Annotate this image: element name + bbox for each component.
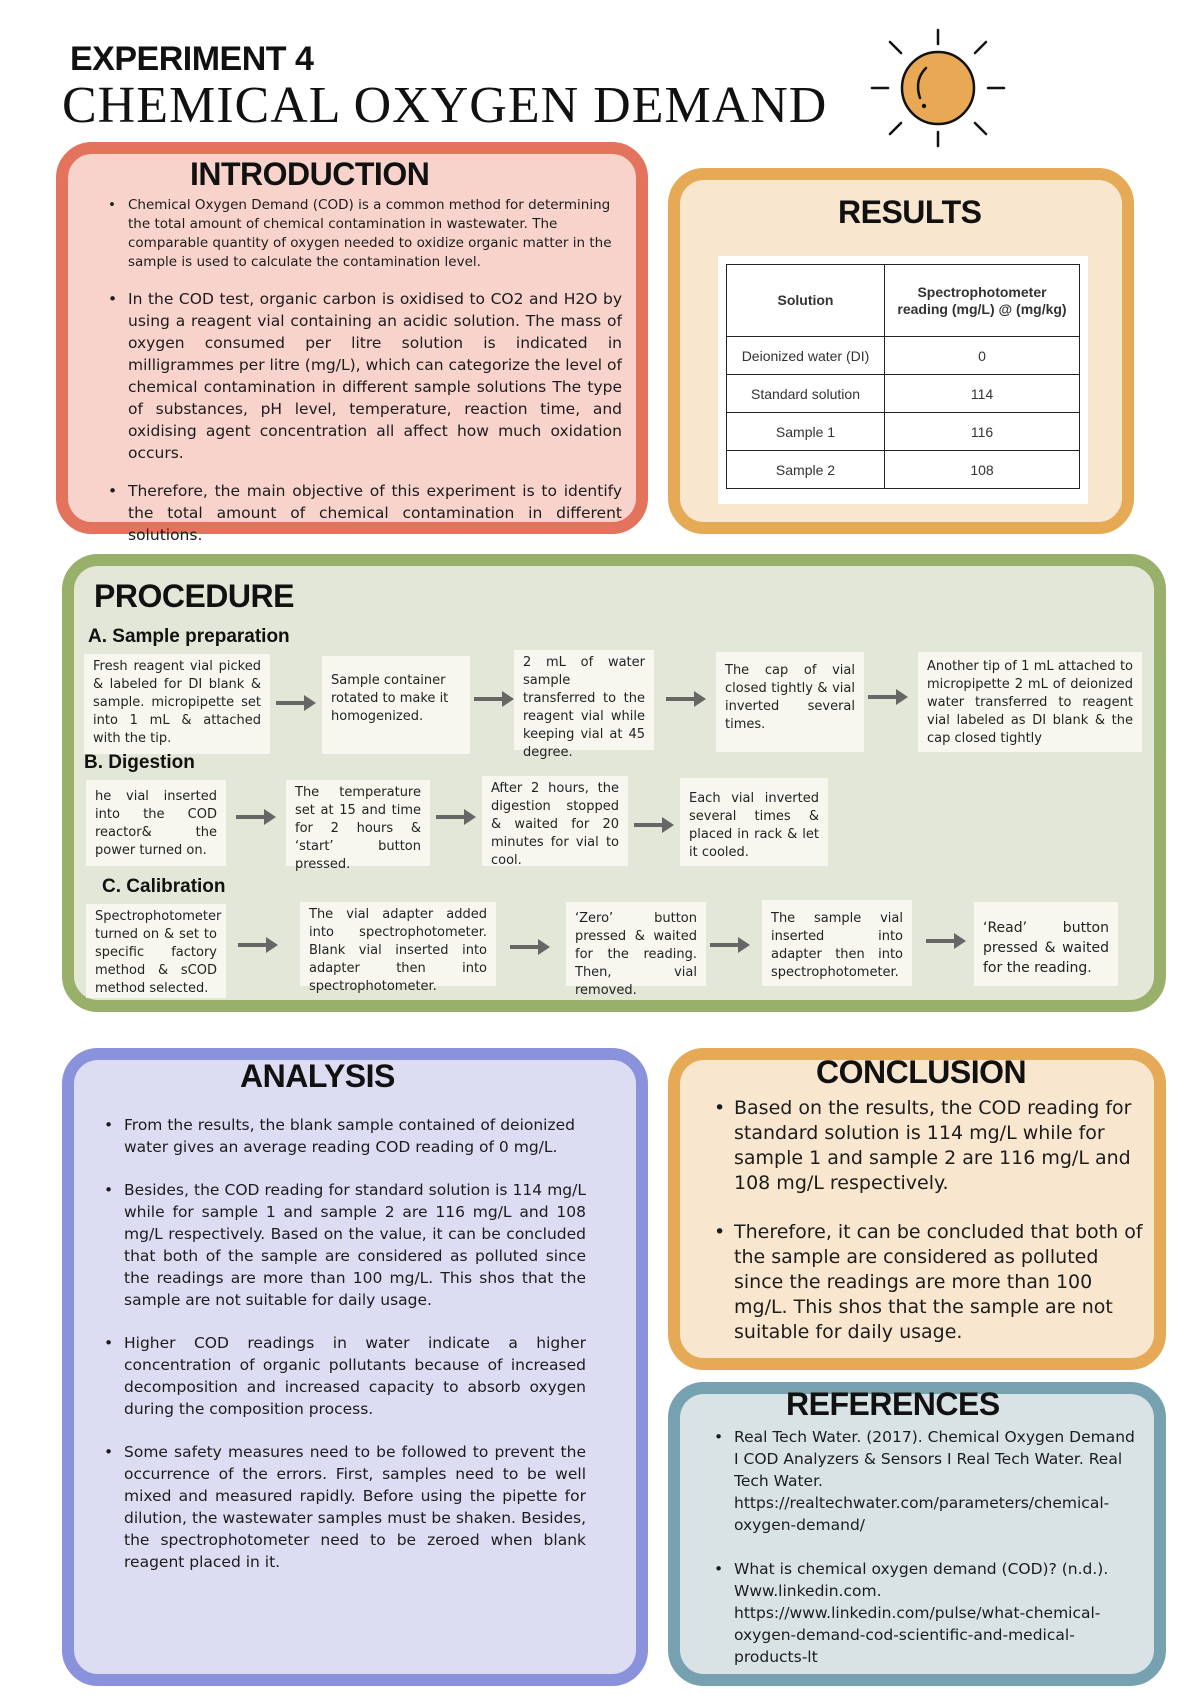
table-row <box>727 413 1080 451</box>
references-title: REFERENCES <box>786 1386 1000 1422</box>
procedure-step: Fresh reagent vial picked & labeled for DI blank & sample. micropipette set into 1 mL & attached with the tip. <box>84 654 270 754</box>
introduction-title: INTRODUCTION <box>190 156 430 192</box>
column-header-solution: Solution <box>727 265 885 337</box>
experiment-label: EXPERIMENT 4 <box>70 40 314 78</box>
procedure-step: ‘Read’ button pressed & waited for the reading. <box>974 902 1118 986</box>
analysis-list <box>104 1114 586 1573</box>
conclusion-bullet: • Therefore, it can be concluded that both of the sample are considered as polluted since the readings are more than 100 mg/L. This shos that the sample are not suitable for daily usage. <box>714 1220 1144 1345</box>
arrow-right-icon <box>234 806 278 828</box>
procedure-step: After 2 hours, the digestion stopped & waited for 20 minutes for vial to cool. <box>482 776 628 866</box>
arrow-right-icon <box>274 692 318 714</box>
column-header-reading: Spectrophotometer reading (mg/L) @ (mg/kg) <box>885 265 1080 337</box>
analysis-title: ANALYSIS <box>240 1058 395 1094</box>
arrow-right-icon <box>632 814 676 836</box>
arrow-right-icon <box>472 688 516 710</box>
procedure-step: Another tip of 1 mL attached to micropipette 2 mL of deionized water transferred to reagent vial labeled as DI blank & the cap closed tightly <box>918 652 1142 752</box>
references-list <box>714 1426 1140 1668</box>
table-cell: Sample 1 <box>727 413 885 451</box>
procedure-section-title: A. Sample preparation <box>88 626 290 647</box>
procedure-step: The sample vial inserted into adapter then into spectrophotometer. <box>762 900 912 986</box>
procedure-section-title: B. Digestion <box>84 752 195 773</box>
introduction-bullet: • Chemical Oxygen Demand (COD) is a common method for determining the total amount of chemical contamination in wastewater. The comparable quantity of oxygen needed to oxidize organic matter in the sample is used to calculate the contamination level. <box>108 196 622 272</box>
procedure-step: 2 mL of water sample transferred to the reagent vial while keeping vial at 45 degree. <box>514 650 654 750</box>
introduction-bullet: • In the COD test, organic carbon is oxidised to CO2 and H2O by using a reagent vial containing an acidic solution. The mass of oxygen consumed per litre solution is indicated in milligrammes per litre (mg/L), which can categorize the level of chemical contamination in different sample solutions The type of substances, pH level, temperature, reaction time, and oxidising agent concentration all affect how much oxidation occurs. <box>108 288 622 464</box>
arrow-right-icon <box>508 936 552 958</box>
table-cell: Sample 2 <box>727 451 885 489</box>
arrow-right-icon <box>236 934 280 956</box>
introduction-list <box>108 196 622 546</box>
procedure-step: The cap of vial closed tightly & vial inverted several times. <box>716 652 864 752</box>
table-cell: 116 <box>885 413 1080 451</box>
arrow-right-icon <box>924 930 968 952</box>
results-table-frame <box>718 256 1088 504</box>
conclusion-bullet: • Based on the results, the COD reading for standard solution is 114 mg/L while for sample 1 and sample 2 are 116 mg/L and 108 mg/L respectively. <box>714 1096 1144 1196</box>
analysis-bullet: • Besides, the COD reading for standard solution is 114 mg/L while for sample 1 and sample 2 are 116 mg/L and 108 mg/L respectively. Based on the value, it can be concluded that both of the sample are considered as polluted since the readings are more than 100 mg/L. This shos that the sample are not suitable for daily usage. <box>104 1179 586 1311</box>
table-cell: Deionized water (DI) <box>727 337 885 375</box>
table-row <box>727 375 1080 413</box>
arrow-right-icon <box>708 934 752 956</box>
analysis-bullet: • From the results, the blank sample contained of deionized water gives an average reading COD reading of 0 mg/L. <box>104 1114 586 1158</box>
sun-icon <box>868 28 1008 148</box>
procedure-step: Spectrophotometer turned on & set to specific factory method & sCOD method selected. <box>86 904 226 998</box>
table-cell: 0 <box>885 337 1080 375</box>
reference-item: • Real Tech Water. (2017). Chemical Oxygen Demand I COD Analyzers & Sensors I Real Tech Water. Real Tech Water. https://realtechwater.com/parameters/chemical-oxygen-demand/ <box>714 1426 1140 1536</box>
analysis-bullet: • Higher COD readings in water indicate a higher concentration of organic pollutants because of increased decomposition and increased capacity to absorb oxygen during the composition process. <box>104 1332 586 1420</box>
table-cell: Standard solution <box>727 375 885 413</box>
procedure-title: PROCEDURE <box>94 578 294 614</box>
table-cell: 114 <box>885 375 1080 413</box>
conclusion-list <box>714 1096 1144 1345</box>
arrow-right-icon <box>664 688 708 710</box>
table-cell: 108 <box>885 451 1080 489</box>
introduction-bullet: • Therefore, the main objective of this experiment is to identify the total amount of chemical contamination in different solutions. <box>108 480 622 546</box>
page-title: CHEMICAL OXYGEN DEMAND <box>62 77 828 134</box>
procedure-section-title: C. Calibration <box>102 876 226 897</box>
reference-item: • What is chemical oxygen demand (COD)? (n.d.). Www.linkedin.com. https://www.linkedin.com/pulse/what-chemical-oxygen-demand-cod-scientific-and-medical-products-lt <box>714 1558 1140 1668</box>
procedure-step: Sample container rotated to make it homogenized. <box>322 656 470 754</box>
table-row <box>727 451 1080 489</box>
procedure-step: he vial inserted into the COD reactor& the power turned on. <box>86 780 226 866</box>
table-row <box>727 337 1080 375</box>
arrow-right-icon <box>866 686 910 708</box>
table-header-row <box>727 265 1080 337</box>
procedure-step: ‘Zero’ button pressed & waited for the reading. Then, vial removed. <box>566 902 706 986</box>
procedure-step: Each vial inverted several times & placed in rack & let it cooled. <box>680 778 828 866</box>
arrow-right-icon <box>434 806 478 828</box>
results-title: RESULTS <box>838 194 982 230</box>
results-table <box>726 264 1080 489</box>
conclusion-title: CONCLUSION <box>816 1054 1027 1090</box>
analysis-bullet: • Some safety measures need to be followed to prevent the occurrence of the errors. First, samples need to be well mixed and measured rapidly. Before using the pipette for dilution, the wastewater samples must be shaken. Besides, the spectrophotometer need to be zeroed when blank reagent placed in it. <box>104 1441 586 1573</box>
procedure-step: The vial adapter added into spectrophotometer. Blank vial inserted into adapter then into spectrophotometer. <box>300 902 496 986</box>
procedure-step: The temperature set at 15 and time for 2 hours & ‘start’ button pressed. <box>286 780 430 866</box>
